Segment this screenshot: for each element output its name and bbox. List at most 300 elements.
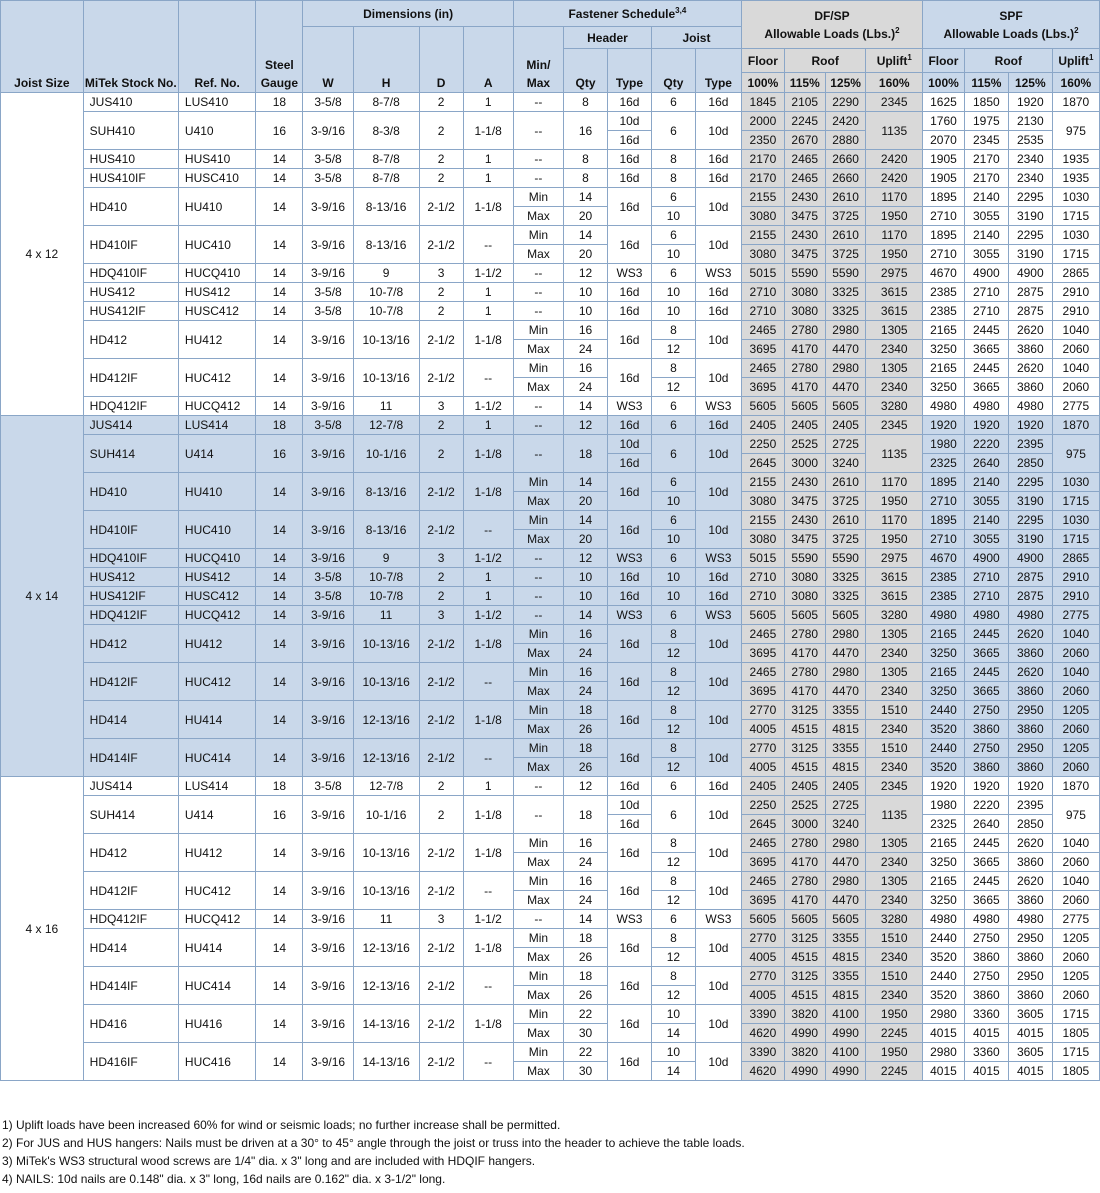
dfsp-uplift-cell: 3615: [866, 587, 923, 606]
dfsp-uplift-sup: 1: [907, 52, 912, 62]
d-cell: 2: [419, 112, 463, 150]
spf-load-cell: 1850: [964, 93, 1008, 112]
spf-load-cell: 2620: [1008, 625, 1052, 644]
d-cell: 3: [419, 910, 463, 929]
spf-load-cell: 2710: [923, 492, 965, 511]
dfsp-uplift-cell: 1950: [866, 1005, 923, 1024]
joist-qty-cell: 6: [651, 777, 695, 796]
spf-title: SPF: [999, 8, 1023, 23]
dfsp-allowable-text: Allowable Loads (Lbs.): [764, 26, 896, 41]
h-cell: 8-3/8: [353, 112, 419, 150]
min-max-cell: --: [513, 796, 563, 834]
header-qty-cell: 14: [564, 473, 608, 492]
table-row: [1, 435, 1100, 454]
table-row: [1, 93, 1100, 112]
dfsp-uplift-cell: 3280: [866, 910, 923, 929]
spf-uplift-cell: 2910: [1052, 283, 1099, 302]
joist-size-group: [1, 416, 1100, 777]
header-qty-cell: 14: [564, 397, 608, 416]
spf-load-cell: 3665: [964, 644, 1008, 663]
joist-type-cell: WS3: [695, 264, 741, 283]
gauge-cell: 14: [256, 188, 303, 226]
spf-load-cell: 3860: [1008, 853, 1052, 872]
dfsp-load-cell: 2170: [741, 169, 784, 188]
spf-load-cell: 2385: [923, 283, 965, 302]
joist-type-cell: 16d: [695, 283, 741, 302]
header-type-cell: 16d: [607, 739, 651, 777]
d-cell: 2: [419, 435, 463, 473]
joist-qty-cell: 6: [651, 397, 695, 416]
spf-load-cell: 3860: [964, 986, 1008, 1005]
dfsp-load-cell: 3325: [825, 283, 866, 302]
header-qty-cell: 8: [564, 93, 608, 112]
min-max-cell: Max: [513, 986, 563, 1005]
header-joist-size: Joist Size: [1, 1, 84, 93]
w-cell: 3-9/16: [303, 701, 353, 739]
dfsp-load-cell: 3080: [784, 283, 825, 302]
header-h: H: [353, 27, 419, 93]
spf-uplift-cell: 1715: [1052, 245, 1099, 264]
spf-load-cell: 2340: [1008, 169, 1052, 188]
dfsp-load-cell: 2645: [741, 454, 784, 473]
spf-load-cell: 1920: [1008, 93, 1052, 112]
header-qty-cell: 16: [564, 663, 608, 682]
spf-uplift-cell: 2060: [1052, 853, 1099, 872]
spf-load-cell: 2140: [964, 188, 1008, 207]
stock-no-cell: SUH414: [83, 435, 178, 473]
stock-no-cell: JUS414: [83, 416, 178, 435]
spf-uplift-sup: 1: [1088, 52, 1094, 62]
header-qty-cell: 26: [564, 948, 608, 967]
header-dfsp-115: 115%: [784, 73, 825, 93]
dfsp-load-cell: 2405: [825, 416, 866, 435]
dfsp-load-cell: 2170: [741, 150, 784, 169]
stock-no-cell: HD412IF: [83, 359, 178, 397]
dfsp-load-cell: 4470: [825, 891, 866, 910]
dfsp-load-cell: 2465: [741, 359, 784, 378]
ref-no-cell: HUC410: [178, 511, 255, 549]
w-cell: 3-9/16: [303, 872, 353, 910]
spf-uplift-cell: 2910: [1052, 568, 1099, 587]
a-cell: 1-1/2: [463, 910, 513, 929]
d-cell: 2: [419, 416, 463, 435]
spf-load-cell: 2295: [1008, 226, 1052, 245]
dfsp-load-cell: 2980: [825, 872, 866, 891]
header-qty-cell: 10: [564, 302, 608, 321]
fastener-title: Fastener Schedule: [568, 6, 676, 21]
spf-load-cell: 2875: [1008, 302, 1052, 321]
spf-load-cell: 4900: [1008, 264, 1052, 283]
joist-qty-cell: 12: [651, 758, 695, 777]
spf-load-cell: 2445: [964, 321, 1008, 340]
stock-no-cell: HDQ410IF: [83, 549, 178, 568]
table-row: [1, 929, 1100, 948]
dfsp-load-cell: 2980: [825, 663, 866, 682]
dfsp-load-cell: 4990: [825, 1024, 866, 1043]
h-cell: 10-7/8: [353, 587, 419, 606]
joist-qty-cell: 8: [651, 701, 695, 720]
dfsp-load-cell: 2770: [741, 739, 784, 758]
header-type-cell: 16d: [607, 625, 651, 663]
dfsp-load-cell: 5605: [741, 606, 784, 625]
spf-load-cell: 2750: [964, 929, 1008, 948]
a-cell: 1-1/8: [463, 796, 513, 834]
w-cell: 3-9/16: [303, 606, 353, 625]
h-cell: 14-13/16: [353, 1005, 419, 1043]
header-qty-cell: 18: [564, 739, 608, 758]
table-row: [1, 226, 1100, 245]
spf-load-cell: 2620: [1008, 834, 1052, 853]
header-type-cell: 16d: [607, 93, 651, 112]
gauge-cell: 14: [256, 872, 303, 910]
spf-load-cell: 1920: [923, 416, 965, 435]
joist-type-cell: 10d: [695, 435, 741, 473]
spf-load-cell: 2750: [964, 739, 1008, 758]
ref-no-cell: LUS414: [178, 777, 255, 796]
spf-load-cell: 3860: [1008, 891, 1052, 910]
header-qty-cell: 10: [564, 283, 608, 302]
a-cell: 1: [463, 416, 513, 435]
header-type-cell: 16d: [607, 416, 651, 435]
header-dfsp-uplift: [866, 49, 923, 73]
ref-no-cell: HUC410: [178, 226, 255, 264]
header-qty-cell: 18: [564, 701, 608, 720]
spf-load-cell: 3190: [1008, 530, 1052, 549]
dfsp-load-cell: 2000: [741, 112, 784, 131]
spf-load-cell: 2980: [923, 1043, 965, 1062]
gauge-cell: 14: [256, 549, 303, 568]
dfsp-load-cell: 4815: [825, 948, 866, 967]
stock-no-cell: HUS412: [83, 568, 178, 587]
joist-qty-cell: 14: [651, 1062, 695, 1081]
spf-uplift-cell: 2060: [1052, 682, 1099, 701]
dfsp-load-cell: 2420: [825, 112, 866, 131]
dfsp-load-cell: 5605: [741, 910, 784, 929]
ref-no-cell: HUC412: [178, 359, 255, 397]
dfsp-load-cell: 2405: [741, 777, 784, 796]
footnote-1: 1) Uplift loads have been increased 60% for wind or seismic loads; no further increase shall be permitted.: [2, 1118, 561, 1132]
dfsp-load-cell: 5605: [784, 910, 825, 929]
dfsp-load-cell: 4515: [784, 948, 825, 967]
h-cell: 12-13/16: [353, 701, 419, 739]
w-cell: 3-9/16: [303, 739, 353, 777]
dfsp-load-cell: 2245: [784, 112, 825, 131]
table-row: [1, 549, 1100, 568]
dfsp-load-cell: 4100: [825, 1005, 866, 1024]
w-cell: 3-9/16: [303, 511, 353, 549]
a-cell: 1-1/8: [463, 112, 513, 150]
spf-uplift-cell: 1805: [1052, 1062, 1099, 1081]
stock-no-cell: HD414: [83, 929, 178, 967]
dfsp-load-cell: 2770: [741, 701, 784, 720]
spf-uplift-cell: 1935: [1052, 169, 1099, 188]
w-cell: 3-5/8: [303, 568, 353, 587]
dfsp-uplift-cell: 2340: [866, 378, 923, 397]
stock-no-cell: HD410: [83, 188, 178, 226]
dfsp-uplift-cell: 1305: [866, 663, 923, 682]
stock-no-cell: HD412IF: [83, 663, 178, 701]
header-qty-cell: 18: [564, 435, 608, 473]
dfsp-load-cell: 3240: [825, 454, 866, 473]
min-max-cell: --: [513, 416, 563, 435]
table-row: [1, 416, 1100, 435]
dfsp-load-cell: 4515: [784, 758, 825, 777]
gauge-cell: 14: [256, 302, 303, 321]
dfsp-load-cell: 4990: [784, 1024, 825, 1043]
joist-qty-cell: 6: [651, 549, 695, 568]
stock-no-cell: JUS410: [83, 93, 178, 112]
dfsp-load-cell: 3390: [741, 1005, 784, 1024]
min-max-cell: Max: [513, 530, 563, 549]
spf-uplift-cell: 1715: [1052, 1043, 1099, 1062]
spf-uplift-cell: 1040: [1052, 834, 1099, 853]
header-spf-floor: Floor: [923, 49, 965, 73]
dfsp-load-cell: 3725: [825, 245, 866, 264]
gauge-cell: 18: [256, 777, 303, 796]
header-dfsp-160: 160%: [866, 73, 923, 93]
w-cell: 3-5/8: [303, 93, 353, 112]
dfsp-load-cell: 4005: [741, 986, 784, 1005]
spf-uplift-cell: 1205: [1052, 929, 1099, 948]
dfsp-load-cell: 4005: [741, 758, 784, 777]
joist-qty-cell: 12: [651, 948, 695, 967]
header-qty-cell: 30: [564, 1062, 608, 1081]
h-cell: 9: [353, 549, 419, 568]
spf-load-cell: 3250: [923, 891, 965, 910]
dfsp-load-cell: 3080: [741, 492, 784, 511]
header-d: D: [419, 27, 463, 93]
gauge-cell: 14: [256, 169, 303, 188]
spf-load-cell: 2165: [923, 663, 965, 682]
dfsp-uplift-cell: 1305: [866, 834, 923, 853]
gauge-cell: 14: [256, 1005, 303, 1043]
spf-load-cell: 3250: [923, 378, 965, 397]
min-max-cell: --: [513, 777, 563, 796]
header-spf-uplift: [1052, 49, 1099, 73]
dfsp-load-cell: 3820: [784, 1005, 825, 1024]
dfsp-load-cell: 3355: [825, 739, 866, 758]
stock-no-cell: SUH414: [83, 796, 178, 834]
dfsp-load-cell: 2670: [784, 131, 825, 150]
header-qty-cell: 10: [564, 587, 608, 606]
spf-load-cell: 4670: [923, 264, 965, 283]
spf-uplift-cell: 2060: [1052, 891, 1099, 910]
spf-load-cell: 3055: [964, 530, 1008, 549]
joist-type-cell: WS3: [695, 606, 741, 625]
header-fastener-schedule: [513, 1, 741, 27]
dfsp-load-cell: 2430: [784, 473, 825, 492]
dfsp-load-cell: 2980: [825, 321, 866, 340]
joist-qty-cell: 6: [651, 511, 695, 530]
joist-qty-cell: 12: [651, 378, 695, 397]
joist-qty-cell: 6: [651, 910, 695, 929]
ref-no-cell: HUS412: [178, 568, 255, 587]
spf-load-cell: 1760: [923, 112, 965, 131]
spf-load-cell: 3860: [1008, 340, 1052, 359]
spf-load-cell: 2710: [923, 530, 965, 549]
w-cell: 3-5/8: [303, 169, 353, 188]
joist-type-cell: WS3: [695, 549, 741, 568]
gauge-cell: 14: [256, 587, 303, 606]
table-row: [1, 910, 1100, 929]
table-row: [1, 169, 1100, 188]
dfsp-load-cell: 2430: [784, 511, 825, 530]
dfsp-load-cell: 4620: [741, 1062, 784, 1081]
d-cell: 2-1/2: [419, 625, 463, 663]
dfsp-load-cell: 2465: [741, 625, 784, 644]
header-qty-cell: 24: [564, 853, 608, 872]
h-cell: 10-13/16: [353, 359, 419, 397]
table-row: [1, 834, 1100, 853]
spf-load-cell: 2445: [964, 625, 1008, 644]
spf-load-cell: 2165: [923, 359, 965, 378]
header-type-cell: 16d: [607, 169, 651, 188]
dfsp-load-cell: 2155: [741, 226, 784, 245]
dfsp-uplift-cell: 1170: [866, 188, 923, 207]
header-type-cell: 16d: [607, 150, 651, 169]
a-cell: 1-1/2: [463, 264, 513, 283]
d-cell: 2-1/2: [419, 739, 463, 777]
h-cell: 8-7/8: [353, 93, 419, 112]
spf-load-cell: 3860: [1008, 948, 1052, 967]
table-row: [1, 511, 1100, 530]
joist-type-cell: 16d: [695, 169, 741, 188]
spf-load-cell: 2165: [923, 625, 965, 644]
dfsp-uplift-cell: 2340: [866, 853, 923, 872]
header-spf-125: 125%: [1008, 73, 1052, 93]
d-cell: 2: [419, 302, 463, 321]
joist-type-cell: 10d: [695, 739, 741, 777]
table-row: [1, 625, 1100, 644]
header-qty-cell: 24: [564, 682, 608, 701]
w-cell: 3-9/16: [303, 397, 353, 416]
min-max-cell: Min: [513, 1005, 563, 1024]
spf-load-cell: 3250: [923, 682, 965, 701]
spf-load-cell: 2710: [964, 302, 1008, 321]
spf-load-cell: 3055: [964, 492, 1008, 511]
dfsp-load-cell: 3695: [741, 682, 784, 701]
dfsp-load-cell: 2610: [825, 473, 866, 492]
dfsp-load-cell: 4170: [784, 853, 825, 872]
min-max-cell: --: [513, 264, 563, 283]
header-type-cell: 16d: [607, 321, 651, 359]
header-qty-cell: 8: [564, 150, 608, 169]
stock-no-cell: HUS412IF: [83, 587, 178, 606]
dfsp-load-cell: 4170: [784, 340, 825, 359]
table-row: [1, 1043, 1100, 1062]
d-cell: 3: [419, 397, 463, 416]
dfsp-allowable-sup: 2: [895, 25, 900, 35]
d-cell: 3: [419, 264, 463, 283]
dfsp-load-cell: 2780: [784, 663, 825, 682]
dfsp-load-cell: 5605: [825, 397, 866, 416]
spf-load-cell: 1895: [923, 511, 965, 530]
spf-load-cell: 4980: [923, 397, 965, 416]
min-max-cell: --: [513, 568, 563, 587]
spf-load-cell: 1895: [923, 188, 965, 207]
table-row: [1, 1005, 1100, 1024]
min-max-cell: Max: [513, 1062, 563, 1081]
joist-qty-cell: 8: [651, 739, 695, 758]
h-cell: 10-13/16: [353, 872, 419, 910]
d-cell: 2: [419, 150, 463, 169]
a-cell: --: [463, 1043, 513, 1081]
dfsp-load-cell: 2980: [825, 625, 866, 644]
min-max-cell: Min: [513, 625, 563, 644]
a-cell: --: [463, 359, 513, 397]
a-cell: 1: [463, 283, 513, 302]
header-type-cell: 16d: [607, 663, 651, 701]
dfsp-load-cell: 4515: [784, 720, 825, 739]
spf-load-cell: 3190: [1008, 492, 1052, 511]
dfsp-uplift-cell: 2340: [866, 340, 923, 359]
gauge-cell: 16: [256, 796, 303, 834]
h-cell: 8-7/8: [353, 169, 419, 188]
spf-uplift-cell: 1935: [1052, 150, 1099, 169]
ref-no-cell: U410: [178, 112, 255, 150]
header-qty-cell: 16: [564, 359, 608, 378]
spf-load-cell: 2875: [1008, 568, 1052, 587]
header-qty-cell: 24: [564, 378, 608, 397]
dfsp-load-cell: 2710: [741, 587, 784, 606]
spf-load-cell: 4670: [923, 549, 965, 568]
a-cell: 1-1/8: [463, 435, 513, 473]
w-cell: 3-9/16: [303, 967, 353, 1005]
dfsp-uplift-cell: 2340: [866, 682, 923, 701]
spf-uplift-cell: 2865: [1052, 549, 1099, 568]
dfsp-uplift-cell: 2975: [866, 549, 923, 568]
header-dfsp-125: 125%: [825, 73, 866, 93]
dfsp-load-cell: 2770: [741, 929, 784, 948]
h-cell: 11: [353, 606, 419, 625]
header-type-cell: 10d: [607, 435, 651, 454]
table-row: [1, 739, 1100, 758]
header-qty-cell: 20: [564, 530, 608, 549]
h-cell: 10-13/16: [353, 625, 419, 663]
spf-load-cell: 3520: [923, 986, 965, 1005]
table-row: [1, 777, 1100, 796]
spf-load-cell: 2440: [923, 701, 965, 720]
w-cell: 3-9/16: [303, 625, 353, 663]
ref-no-cell: HU412: [178, 834, 255, 872]
a-cell: 1-1/2: [463, 606, 513, 625]
h-cell: 8-13/16: [353, 511, 419, 549]
stock-no-cell: HD412: [83, 321, 178, 359]
ref-no-cell: HUS412: [178, 283, 255, 302]
joist-qty-cell: 12: [651, 340, 695, 359]
stock-no-cell: HD414IF: [83, 739, 178, 777]
spf-uplift-cell: 1715: [1052, 492, 1099, 511]
ref-no-cell: HU410: [178, 188, 255, 226]
fastener-sup: 3,4: [675, 5, 687, 15]
dfsp-load-cell: 2710: [741, 302, 784, 321]
gauge-cell: 16: [256, 112, 303, 150]
dfsp-load-cell: 2725: [825, 435, 866, 454]
dfsp-load-cell: 2430: [784, 188, 825, 207]
dfsp-uplift-cell: 2340: [866, 644, 923, 663]
dfsp-load-cell: 3080: [741, 530, 784, 549]
dfsp-load-cell: 3355: [825, 967, 866, 986]
header-spf-115: 115%: [964, 73, 1008, 93]
header-type-cell: 16d: [607, 473, 651, 511]
header-type-cell: 10d: [607, 796, 651, 815]
dfsp-load-cell: 2155: [741, 473, 784, 492]
w-cell: 3-5/8: [303, 416, 353, 435]
spf-load-cell: 2170: [964, 150, 1008, 169]
spf-load-cell: 2620: [1008, 359, 1052, 378]
h-cell: 10-1/16: [353, 435, 419, 473]
gauge-cell: 14: [256, 625, 303, 663]
